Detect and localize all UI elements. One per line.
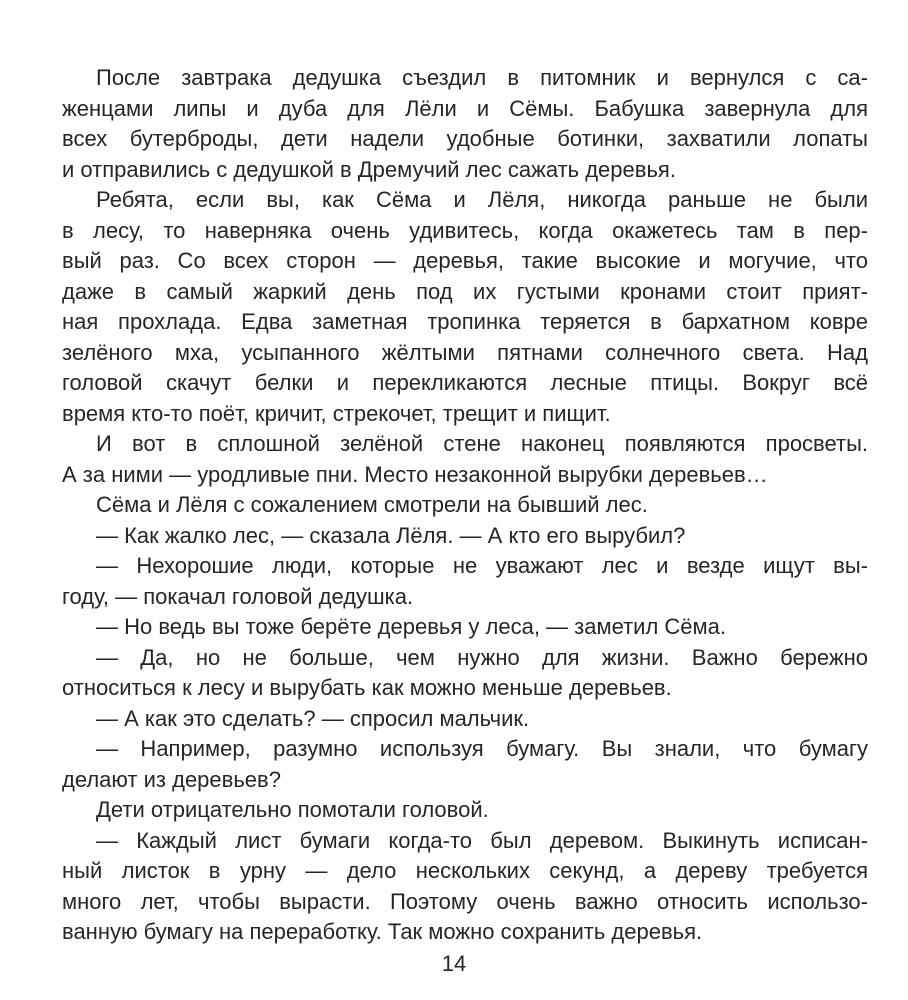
text-line: ный листок в урну — дело нескольких секунд, а дереву требуется	[62, 858, 868, 883]
text-line: ная прохлада. Едва заметная тропинка теряется в бархатном ковре	[62, 309, 868, 334]
paragraph	[62, 643, 868, 704]
text-line: году, — покачал головой дедушка.	[62, 583, 414, 609]
text-line: После завтрака дедушка съездил в питомник и вернулся с са-	[96, 65, 868, 90]
text-line: — Например, разумно используя бумагу. Вы знали, что бумагу	[96, 736, 868, 761]
text-line: относиться к лесу и вырубать как можно меньше деревьев.	[62, 675, 672, 700]
paragraph	[62, 63, 868, 185]
text-line: — Да, но не больше, чем нужно для жизни. Важно бережно	[96, 644, 868, 670]
text-line: всех бутерброды, дети надели удобные ботинки, захватили лопаты	[62, 126, 868, 151]
page-number: 14	[441, 951, 467, 976]
text-line: — Как жалко лес, — сказала Лёля. — А кто его вырубил?	[96, 522, 686, 548]
text-line: время кто-то поёт, кричит, стрекочет, трещит и пищит.	[62, 400, 611, 426]
text-line: Сёма и Лёля с сожалением смотрели на бывший лес.	[96, 492, 648, 517]
text-line: И вот в сплошной зелёной стене наконец появляются просветы.	[96, 431, 868, 456]
text-line: много лет, чтобы вырасти. Поэтому очень важно относить использо-	[62, 888, 868, 914]
text-line: головой скачут белки и перекликаются лесные птицы. Вокруг всё	[62, 370, 868, 395]
paragraph	[62, 429, 868, 490]
paragraph	[62, 612, 868, 643]
text-line: — Каждый лист бумаги когда-то был деревом. Выкинуть исписан-	[96, 827, 868, 853]
text-line: А за ними — уродливые пни. Место незаконной вырубки деревьев…	[62, 461, 768, 487]
paragraph	[62, 826, 868, 948]
paragraph	[62, 490, 868, 521]
text-line: — Нехорошие люди, которые не уважают лес и везде ищут вы-	[96, 553, 868, 578]
paragraph	[62, 185, 868, 429]
text-line: Ребята, если вы, как Сёма и Лёля, никогда раньше не были	[96, 187, 868, 212]
text-line: в лесу, то наверняка очень удивитесь, когда окажетесь там в пер-	[62, 217, 868, 243]
text-line: ванную бумагу на переработку. Так можно сохранить деревья.	[62, 919, 703, 944]
text-line: делают из деревьев?	[62, 766, 281, 792]
paragraph	[62, 704, 868, 735]
text-line: — А как это сделать? — спросил мальчик.	[96, 705, 530, 731]
text-line: и отправились с дедушкой в Дремучий лес сажать деревья.	[62, 156, 676, 182]
text-line: даже в самый жаркий день под их густыми кронами стоит прият-	[62, 278, 868, 304]
page-text	[62, 63, 868, 948]
paragraph	[62, 521, 868, 552]
paragraph	[62, 734, 868, 795]
text-line: зелёного мха, усыпанного жёлтыми пятнами солнечного света. Над	[62, 339, 868, 365]
paragraph	[62, 795, 868, 826]
text-line: женцами липы и дуба для Лёли и Сёмы. Бабушка завернула для	[62, 95, 868, 121]
text-line: — Но ведь вы тоже берёте деревья у леса, — заметил Сёма.	[96, 614, 727, 639]
text-line: вый раз. Со всех сторон — деревья, такие высокие и могучие, что	[62, 248, 868, 273]
paragraph	[62, 551, 868, 612]
text-line: Дети отрицательно помотали головой.	[96, 797, 489, 822]
